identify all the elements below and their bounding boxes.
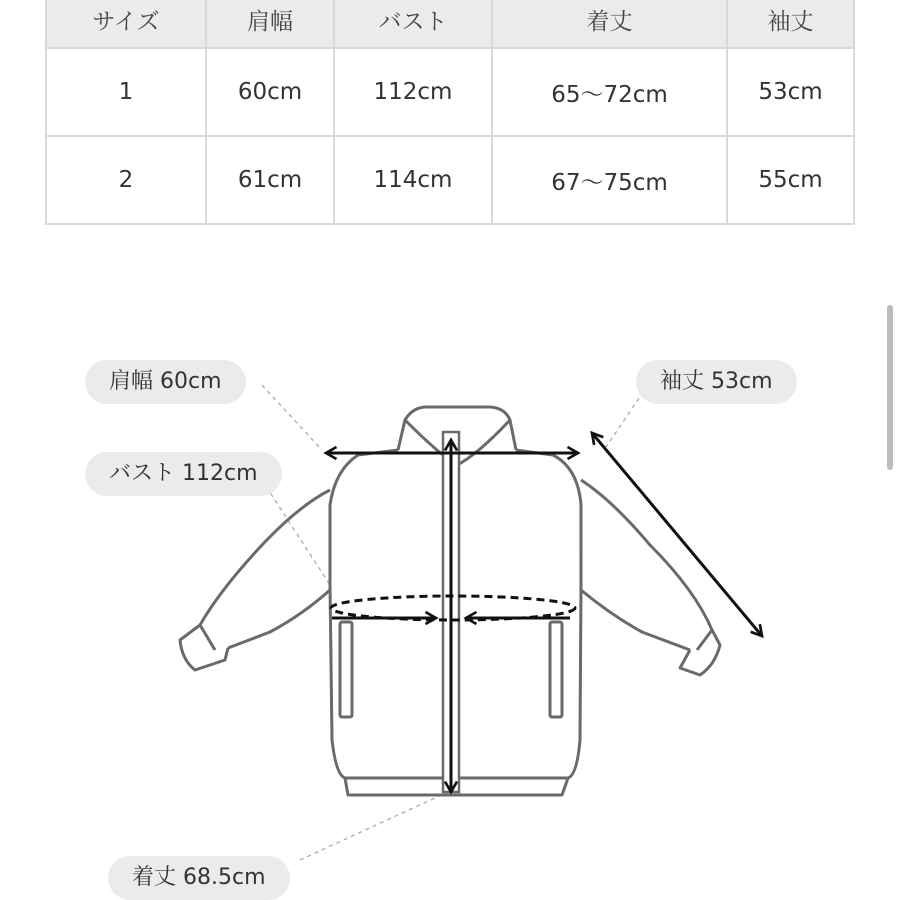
header-size: サイズ (46, 0, 206, 48)
cell-sleeve-length: 55cm (727, 136, 854, 224)
header-bust: バスト (334, 0, 492, 48)
cell-bust: 112cm (334, 48, 492, 136)
cell-shoulder-width: 60cm (206, 48, 334, 136)
bust-label: バスト 112cm (85, 452, 282, 496)
shoulder-width-label: 肩幅 60cm (85, 360, 246, 404)
cell-shoulder-width: 61cm (206, 136, 334, 224)
cell-length: 65〜72cm (492, 48, 727, 136)
length-arrow (443, 432, 459, 792)
scrollbar[interactable] (887, 305, 893, 470)
header-length: 着丈 (492, 0, 727, 48)
length-label: 着丈 68.5cm (108, 856, 290, 900)
cell-size: 2 (46, 136, 206, 224)
cell-sleeve-length: 53cm (727, 48, 854, 136)
header-shoulder-width: 肩幅 (206, 0, 334, 48)
cell-size: 1 (46, 48, 206, 136)
sleeve-length-label: 袖丈 53cm (636, 360, 797, 404)
sleeve-length-arrow (592, 433, 762, 636)
cell-length: 67〜75cm (492, 136, 727, 224)
header-sleeve-length: 袖丈 (727, 0, 854, 48)
cell-bust: 114cm (334, 136, 492, 224)
